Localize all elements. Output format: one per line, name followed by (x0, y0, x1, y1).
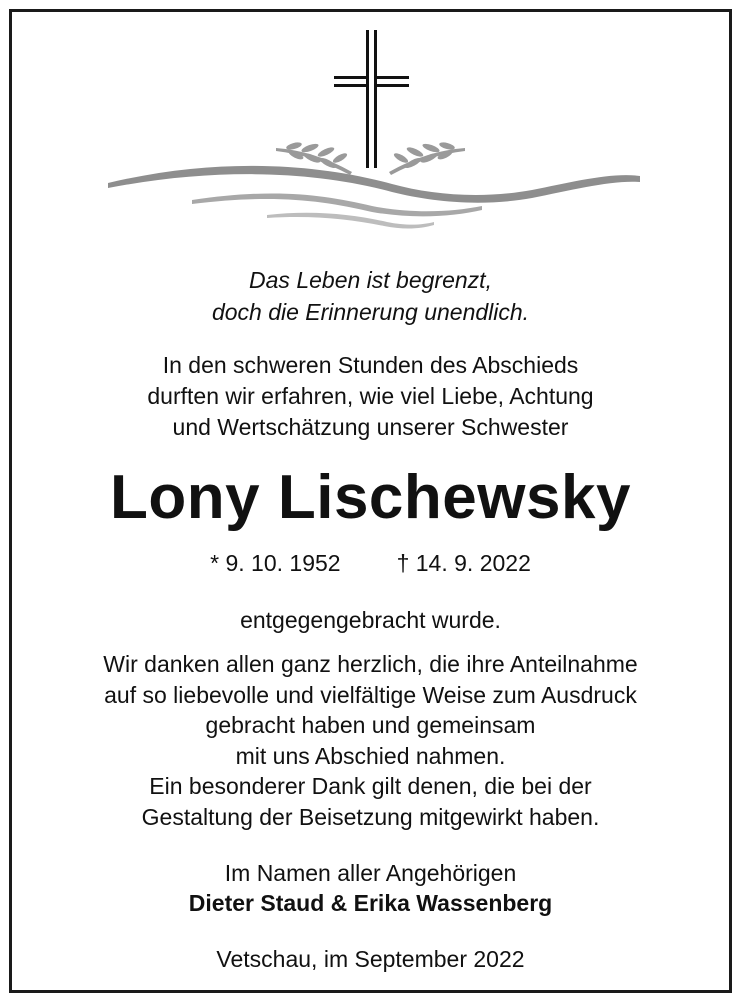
signature-names: Dieter Staud & Erika Wassenberg (188, 890, 553, 916)
emblem (12, 12, 729, 242)
obituary-notice (9, 9, 732, 993)
intro-text (12, 350, 729, 443)
intro-line: In den schweren Stunden des Abschieds (162, 352, 579, 378)
place-date: Vetschau, im September 2022 (216, 946, 525, 972)
cross-icon (334, 30, 409, 168)
wave-lines-icon (108, 166, 640, 229)
thanks-text (12, 649, 729, 832)
thanks-line: gebracht haben und gemeinsam (205, 712, 536, 738)
thanks-line: mit uns Abschied nahmen. (235, 742, 506, 769)
thanks-line: auf so liebevolle und vielfältige Weise zum Ausdruck (104, 681, 637, 708)
life-dates (12, 548, 729, 578)
quote-line: Das Leben ist begrenzt, (249, 267, 492, 293)
intro-line: durften wir erfahren, wie viel Liebe, Achtung (147, 383, 594, 409)
quote (12, 264, 729, 328)
thanks-line: Ein besonderer Dank gilt denen, die bei der (149, 773, 592, 799)
signature-intro: Im Namen aller Angehörigen (224, 860, 517, 886)
after-name-text: entgegengebracht wurde. (240, 607, 501, 633)
signature (12, 858, 729, 918)
deceased-name: Lony Lischewsky (110, 463, 631, 532)
thanks-line: Wir danken allen ganz herzlich, die ihre Anteilnahme (103, 651, 638, 677)
birth-date: * 9. 10. 1952 (210, 550, 341, 576)
thanks-line: Gestaltung der Beisetzung mitgewirkt haben. (141, 803, 600, 830)
quote-line: doch die Erinnerung unendlich. (211, 299, 530, 325)
intro-line: und Wertschätzung unserer Schwester (172, 414, 569, 440)
death-date: † 14. 9. 2022 (396, 550, 531, 576)
